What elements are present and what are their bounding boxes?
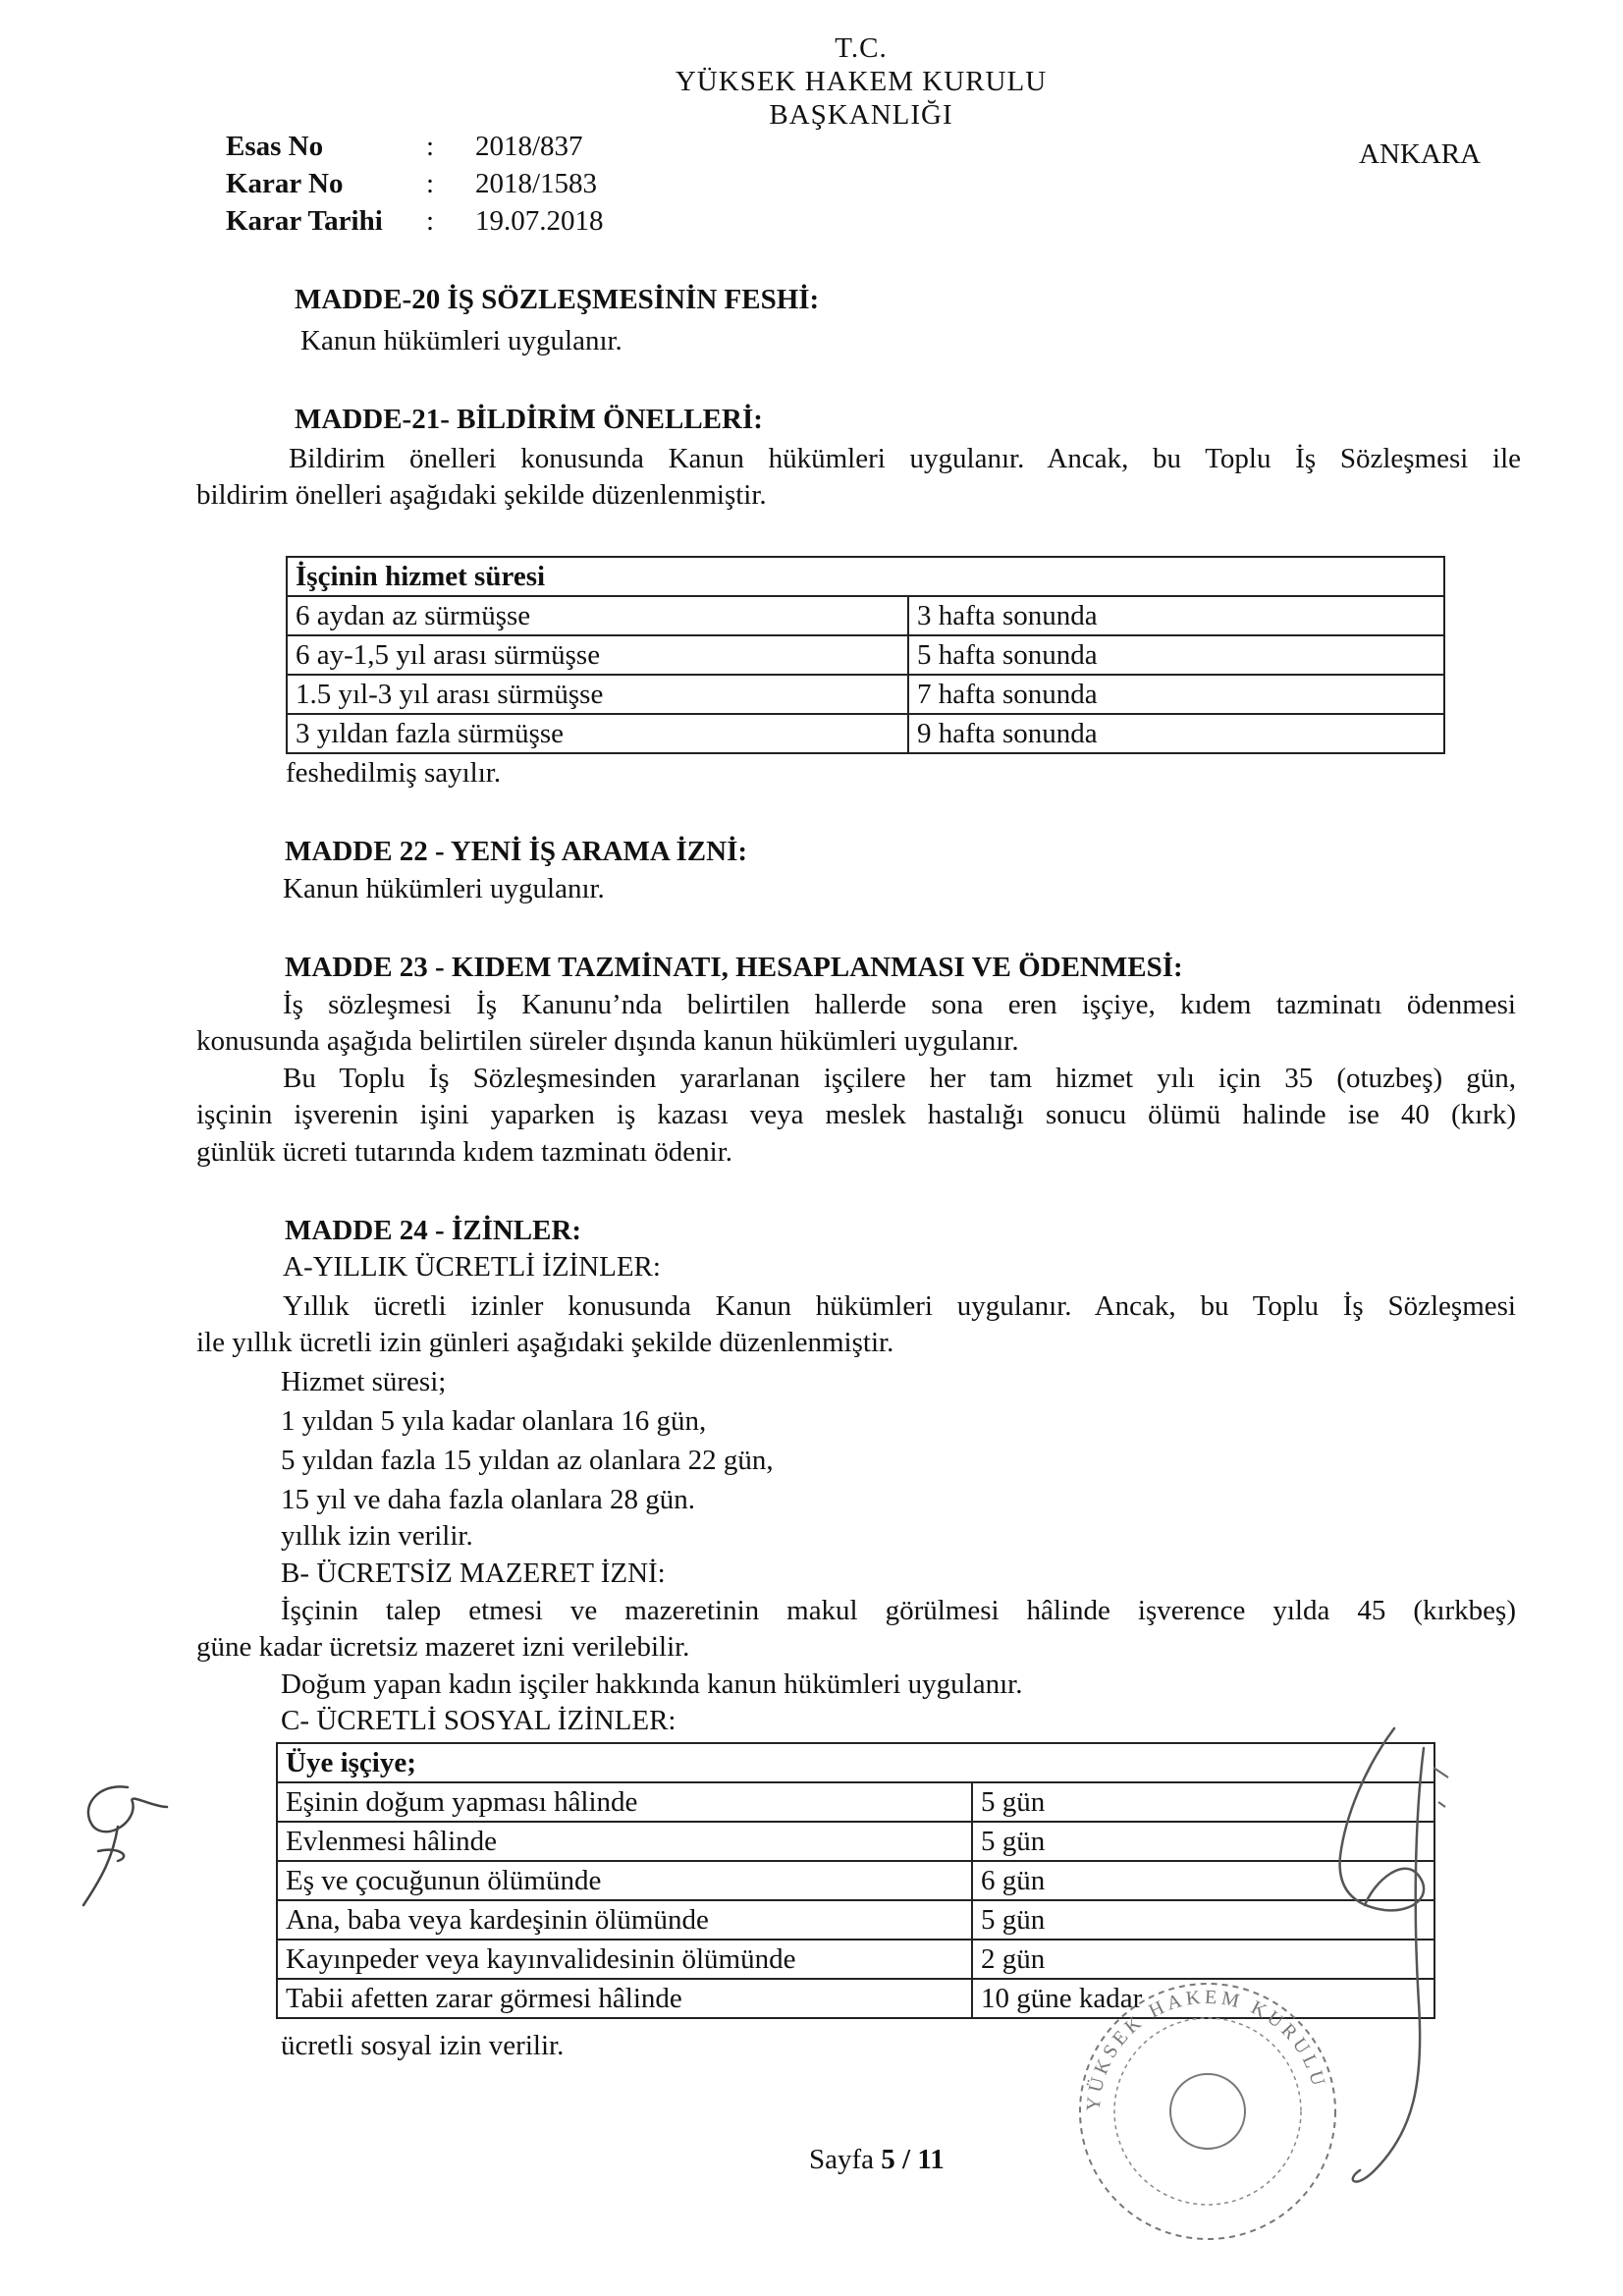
m23-line3: Bu Toplu İş Sözleşmesinden yararlanan işçilere her tam hizmet yılı için 35 (otuzbeş) gün,	[283, 1063, 1516, 1094]
m24-b-line1: İşçinin talep etmesi ve mazeretinin makul görülmesi hâlinde işverence yılda 45 (kırkbeş)	[281, 1595, 1516, 1626]
m22-text: Kanun hükümleri uygulanır.	[283, 873, 605, 904]
m24-a-line2: ile yıllık ücretli izin günleri aşağıdaki şekilde düzenlenmiştir.	[196, 1327, 894, 1358]
leave-days-cell: 2 gün	[972, 1940, 1434, 1979]
page-count: 5 / 11	[881, 2144, 945, 2175]
m24-b-title: B- ÜCRETSİZ MAZERET İZNİ:	[281, 1558, 666, 1589]
leave-reason-cell: Eşinin doğum yapması hâlinde	[277, 1782, 972, 1822]
notice-period-cell: 3 hafta sonunda	[908, 596, 1444, 635]
m23-line1: İş sözleşmesi İş Kanunu’nda belirtilen hallerde sona eren işçiye, kıdem tazminatı ödenmesi	[283, 989, 1516, 1020]
meta-tarih-label: Karar Tarihi	[226, 205, 383, 237]
notice-period-cell: 9 hafta sonunda	[908, 714, 1444, 753]
m22-heading: MADDE 22 - YENİ İŞ ARAMA İZNİ:	[285, 836, 748, 867]
header-city: ANKARA	[1359, 138, 1482, 170]
leave-days-cell: 10 güne kadar	[972, 1979, 1434, 2018]
m21-heading: MADDE-21- BİLDİRİM ÖNELLERİ:	[295, 404, 763, 435]
leave-reason-cell: Kayınpeder veya kayınvalidesinin ölümünde	[277, 1940, 972, 1979]
table-header-row	[287, 557, 1444, 596]
table-header-cell: İşçinin hizmet süresi	[287, 557, 1444, 596]
m21-after-table: feshedilmiş sayılır.	[286, 757, 502, 789]
leave-reason-cell: Ana, baba veya kardeşinin ölümünde	[277, 1900, 972, 1940]
m24-a-line4: 1 yıldan 5 yıla kadar olanlara 16 gün,	[281, 1405, 707, 1437]
m20-text: Kanun hükümleri uygulanır.	[300, 325, 622, 356]
table-row	[277, 1822, 1434, 1861]
m24-a-line3: Hizmet süresi;	[281, 1366, 447, 1397]
m24-heading: MADDE 24 - İZİNLER:	[285, 1215, 582, 1246]
meta-esas-label: Esas No	[226, 131, 324, 162]
m24-a-line7: yıllık izin verilir.	[281, 1520, 473, 1552]
leave-days-cell: 5 gün	[972, 1822, 1434, 1861]
meta-esas-colon: :	[426, 131, 435, 162]
m24-a-line1: Yıllık ücretli izinler konusunda Kanun hükümleri uygulanır. Ancak, bu Toplu İş Sözleşmesi	[283, 1290, 1516, 1322]
m23-line2: konusunda aşağıda belirtilen süreler dışında kanun hükümleri uygulanır.	[196, 1025, 1019, 1057]
m24-b-line2: güne kadar ücretsiz mazeret izni verilebilir.	[196, 1631, 690, 1663]
leave-reason-cell: Tabii afetten zarar görmesi hâlinde	[277, 1979, 972, 2018]
table-header-cell: Üye işçiye;	[277, 1743, 1434, 1782]
handwritten-initial-left	[59, 1768, 177, 1915]
m21-paragraph-line2: bildirim önelleri aşağıdaki şekilde düzenlenmiştir.	[196, 479, 767, 511]
meta-tarih-colon: :	[426, 205, 435, 237]
stamp-center	[1170, 2074, 1245, 2149]
table-header-row	[277, 1743, 1434, 1782]
table-row	[277, 1782, 1434, 1822]
leave-days-cell: 5 gün	[972, 1900, 1434, 1940]
stamp-lettering: YÜKSEK HAKEM KURULU	[1082, 1986, 1330, 2112]
meta-tarih-value: 19.07.2018	[475, 205, 604, 237]
table-row	[277, 1861, 1434, 1900]
service-period-cell: 6 aydan az sürmüşse	[287, 596, 908, 635]
m24-after-table: ücretli sosyal izin verilir.	[281, 2030, 565, 2061]
page-prefix: Sayfa	[809, 2144, 882, 2175]
m21-paragraph-line1: Bildirim önelleri konusunda Kanun hükümleri uygulanır. Ancak, bu Toplu İş Sözleşmesi ile	[289, 443, 1521, 474]
header-institution: YÜKSEK HAKEM KURULU	[675, 66, 1048, 97]
header-presidency: BAŞKANLIĞI	[769, 99, 953, 131]
official-stamp	[1060, 1964, 1355, 2259]
m23-line5: günlük ücreti tutarında kıdem tazminatı ödenir.	[196, 1136, 733, 1168]
meta-esas-value: 2018/837	[475, 131, 583, 162]
meta-karar-value: 2018/1583	[475, 168, 598, 199]
m24-b-line3: Doğum yapan kadın işçiler hakkında kanun hükümleri uygulanır.	[281, 1668, 1023, 1700]
leave-days-cell: 5 gün	[972, 1782, 1434, 1822]
leave-reason-cell: Eş ve çocuğunun ölümünde	[277, 1861, 972, 1900]
table-row	[287, 596, 1444, 635]
notice-period-table	[286, 556, 1445, 754]
stamp-inner-ring	[1114, 2018, 1301, 2205]
meta-karar-label: Karar No	[226, 168, 344, 199]
stamp-outer-ring	[1080, 1984, 1335, 2239]
meta-karar-colon: :	[426, 168, 435, 199]
service-period-cell: 6 ay-1,5 yıl arası sürmüşse	[287, 635, 908, 675]
m24-c-title: C- ÜCRETLİ SOSYAL İZİNLER:	[281, 1705, 676, 1736]
m23-line4: işçinin işverenin işini yaparken iş kazası veya meslek hastalığı sonucu ölümü halinde ise 40 (kırk)	[196, 1099, 1516, 1130]
header-tc: T.C.	[835, 32, 888, 64]
notice-period-cell: 7 hafta sonunda	[908, 675, 1444, 714]
m24-a-line6: 15 yıl ve daha fazla olanlara 28 gün.	[281, 1484, 695, 1515]
service-period-cell: 1.5 yıl-3 yıl arası sürmüşse	[287, 675, 908, 714]
m20-heading: MADDE-20 İŞ SÖZLEŞMESİNİN FESHİ:	[295, 284, 820, 315]
table-row	[287, 714, 1444, 753]
notice-period-cell: 5 hafta sonunda	[908, 635, 1444, 675]
table-row	[287, 635, 1444, 675]
page-number	[809, 2143, 945, 2176]
m24-a-title: A-YILLIK ÜCRETLİ İZİNLER:	[283, 1251, 661, 1283]
leave-reason-cell: Evlenmesi hâlinde	[277, 1822, 972, 1861]
table-row	[287, 675, 1444, 714]
leave-days-cell: 6 gün	[972, 1861, 1434, 1900]
m24-a-line5: 5 yıldan fazla 15 yıldan az olanlara 22 gün,	[281, 1445, 774, 1476]
m23-heading: MADDE 23 - KIDEM TAZMİNATI, HESAPLANMASI VE ÖDENMESİ:	[285, 952, 1183, 983]
table-row	[277, 1900, 1434, 1940]
service-period-cell: 3 yıldan fazla sürmüşse	[287, 714, 908, 753]
